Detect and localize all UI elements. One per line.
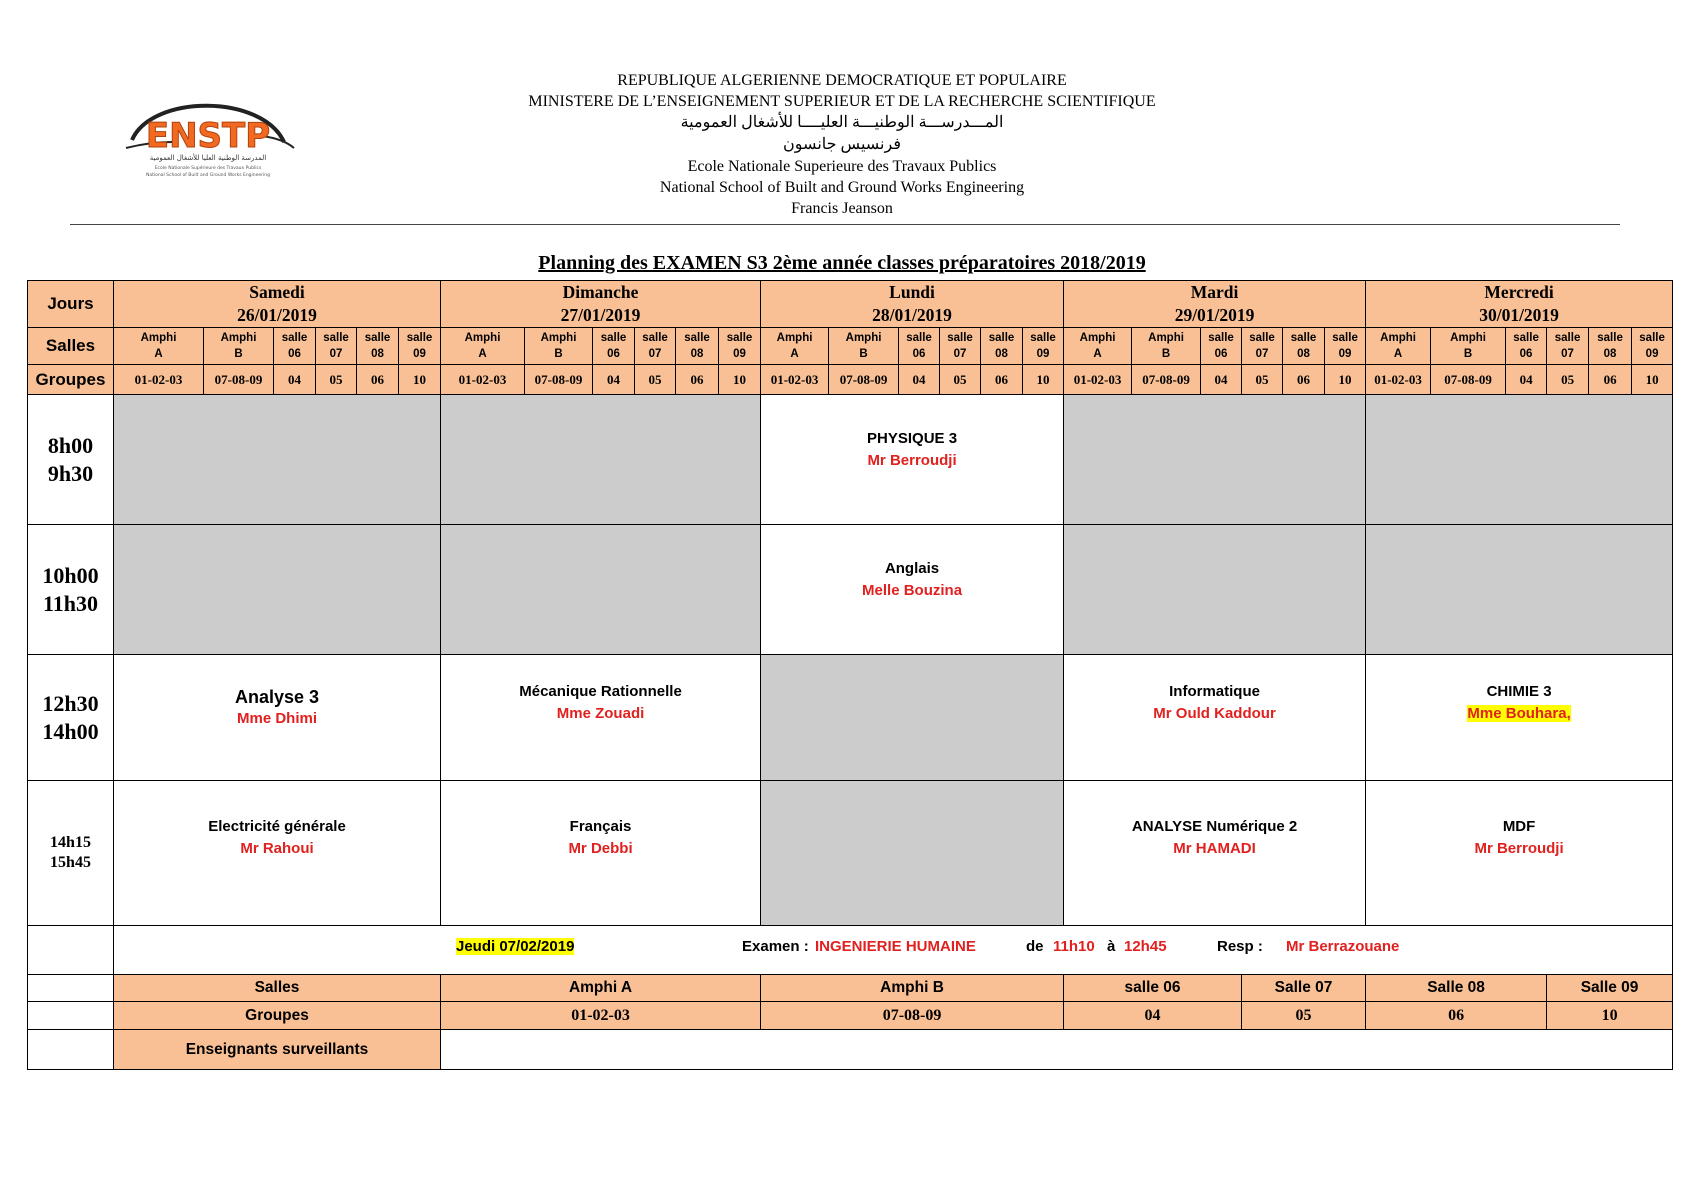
exam-subject: Analyse 3 bbox=[234, 686, 320, 707]
header-francis: Francis Jeanson bbox=[791, 200, 893, 217]
empty-cell bbox=[1064, 525, 1366, 655]
group-header: 04 bbox=[1506, 365, 1547, 395]
room-number: B bbox=[1463, 348, 1473, 360]
group-header: 07-08-09 bbox=[1132, 365, 1201, 395]
bottom-salles-label: Salles bbox=[114, 975, 441, 1002]
room-header bbox=[357, 328, 399, 365]
group-header: 04 bbox=[593, 365, 635, 395]
group-header: 01-02-03 bbox=[441, 365, 525, 395]
slot-time bbox=[28, 395, 114, 525]
empty-cell bbox=[761, 781, 1064, 926]
group-header: 01-02-03 bbox=[114, 365, 204, 395]
empty-cell bbox=[441, 395, 761, 525]
page-title: Planning des EXAMEN S3 2ème année classes préparatoires 2018/2019 bbox=[538, 252, 1146, 274]
day-lundi bbox=[761, 281, 1064, 328]
room-type: Amphi bbox=[1148, 332, 1184, 344]
room-header bbox=[204, 328, 274, 365]
room-type: salle bbox=[1554, 332, 1581, 344]
group-header: 07-08-09 bbox=[1431, 365, 1506, 395]
room-number: A bbox=[790, 348, 799, 360]
exam-cell bbox=[441, 781, 761, 926]
day-date: 26/01/2019 bbox=[237, 305, 317, 325]
extra-exam-end: 12h45 bbox=[1124, 938, 1167, 955]
bottom-room: Salle 07 bbox=[1242, 975, 1366, 1002]
exam-teacher: Mr Debbi bbox=[568, 840, 633, 857]
group-header: 07-08-09 bbox=[829, 365, 899, 395]
room-header bbox=[899, 328, 940, 365]
group-header: 10 bbox=[399, 365, 441, 395]
label-salles: Salles bbox=[28, 328, 114, 365]
room-type: Amphi bbox=[1450, 332, 1486, 344]
empty-cell bbox=[114, 525, 441, 655]
room-header bbox=[1023, 328, 1064, 365]
room-header bbox=[1242, 328, 1283, 365]
room-type: salle bbox=[1290, 332, 1317, 344]
empty-label-cell bbox=[28, 1002, 114, 1030]
bottom-room: Amphi B bbox=[761, 975, 1064, 1002]
room-number: 06 bbox=[1214, 348, 1228, 360]
room-type: salle bbox=[642, 332, 668, 344]
room-number: 07 bbox=[329, 348, 343, 360]
exam-teacher: Mr Ould Kaddour bbox=[1153, 704, 1276, 722]
group-header: 05 bbox=[1547, 365, 1589, 395]
room-number: B bbox=[234, 348, 243, 360]
room-type: Amphi bbox=[1079, 332, 1116, 344]
day-date: 29/01/2019 bbox=[1174, 305, 1255, 325]
exam-subject: CHIMIE 3 bbox=[1486, 682, 1552, 700]
group-header: 01-02-03 bbox=[761, 365, 829, 395]
room-header bbox=[761, 328, 829, 365]
logo-en-subtitle: National School of Built and Ground Works Engineering bbox=[145, 173, 271, 178]
exam-teacher: Mr Rahoui bbox=[240, 840, 314, 857]
room-header bbox=[829, 328, 899, 365]
group-header: 05 bbox=[940, 365, 981, 395]
bottom-group: 06 bbox=[1366, 1002, 1547, 1030]
room-type: Amphi bbox=[464, 332, 501, 344]
room-number: 06 bbox=[912, 348, 926, 360]
slot-start: 10h00 bbox=[42, 562, 99, 588]
room-number: 06 bbox=[288, 348, 301, 360]
group-header: 05 bbox=[316, 365, 357, 395]
room-number: 09 bbox=[1645, 348, 1659, 360]
room-header bbox=[635, 328, 676, 365]
exam-teacher: Mr Berroudji bbox=[1474, 840, 1564, 857]
room-number: 09 bbox=[1036, 348, 1050, 360]
room-number: B bbox=[1161, 348, 1171, 360]
slot-end: 15h45 bbox=[50, 854, 91, 871]
extra-exam-start: 11h10 bbox=[1053, 938, 1095, 955]
exam-cell bbox=[761, 525, 1064, 655]
day-mercredi bbox=[1366, 281, 1673, 328]
surveillants-cell bbox=[441, 1030, 1673, 1070]
room-number: A bbox=[1093, 348, 1102, 360]
room-header bbox=[1589, 328, 1632, 365]
room-number: 07 bbox=[648, 348, 662, 360]
extra-resp-label: Resp : bbox=[1217, 938, 1263, 955]
header-school-fr: Ecole Nationale Superieure des Travaux Publics bbox=[687, 158, 997, 175]
empty-label-cell bbox=[28, 926, 114, 975]
room-number: 07 bbox=[1255, 348, 1269, 360]
room-header bbox=[316, 328, 357, 365]
day-name: Samedi bbox=[249, 282, 305, 302]
room-header bbox=[940, 328, 981, 365]
room-number: 09 bbox=[1338, 348, 1352, 360]
group-header: 04 bbox=[899, 365, 940, 395]
room-number: 09 bbox=[733, 348, 746, 360]
empty-cell bbox=[761, 655, 1064, 781]
room-type: salle bbox=[726, 332, 753, 344]
room-header bbox=[1325, 328, 1366, 365]
room-type: salle bbox=[323, 332, 349, 344]
exam-teacher: Mme Dhimi bbox=[237, 709, 318, 727]
room-type: salle bbox=[1597, 332, 1623, 344]
bottom-group: 01-02-03 bbox=[441, 1002, 761, 1030]
room-number: A bbox=[154, 348, 163, 360]
logo-arabic-subtitle: المدرسة الوطنية العليا للأشغال العمومية bbox=[149, 154, 267, 162]
room-header bbox=[1506, 328, 1547, 365]
day-samedi bbox=[114, 281, 441, 328]
empty-cell bbox=[441, 525, 761, 655]
room-type: salle bbox=[1249, 332, 1275, 344]
bottom-room: salle 06 bbox=[1064, 975, 1242, 1002]
room-type: salle bbox=[684, 332, 710, 344]
room-type: Amphi bbox=[140, 332, 177, 344]
exam-cell bbox=[761, 395, 1064, 525]
slot-time bbox=[28, 525, 114, 655]
room-header bbox=[676, 328, 719, 365]
group-header: 10 bbox=[1023, 365, 1064, 395]
group-header: 05 bbox=[635, 365, 676, 395]
group-header: 06 bbox=[981, 365, 1023, 395]
room-header bbox=[1366, 328, 1431, 365]
room-header bbox=[1431, 328, 1506, 365]
empty-cell bbox=[114, 395, 441, 525]
day-name: Dimanche bbox=[562, 282, 639, 302]
label-jours: Jours bbox=[28, 281, 114, 328]
room-type: salle bbox=[364, 332, 391, 344]
enstp-logo bbox=[112, 92, 302, 184]
room-header bbox=[593, 328, 635, 365]
day-dimanche bbox=[441, 281, 761, 328]
room-number: A bbox=[1393, 348, 1403, 360]
bottom-room: Amphi A bbox=[441, 975, 761, 1002]
extra-exam-date: Jeudi 07/02/2019 bbox=[456, 938, 575, 955]
room-type: Amphi bbox=[1380, 332, 1416, 344]
exam-cell bbox=[1366, 655, 1673, 781]
room-type: salle bbox=[406, 332, 433, 344]
day-name: Lundi bbox=[889, 282, 935, 302]
room-header bbox=[1132, 328, 1201, 365]
header-school-en: National School of Built and Ground Works Engineering bbox=[659, 179, 1025, 196]
bottom-group: 04 bbox=[1064, 1002, 1242, 1030]
bottom-room: Salle 09 bbox=[1547, 975, 1673, 1002]
group-header: 10 bbox=[1325, 365, 1366, 395]
exam-cell bbox=[1064, 781, 1366, 926]
group-header: 06 bbox=[1283, 365, 1325, 395]
room-number: 06 bbox=[1519, 348, 1533, 360]
room-number: 08 bbox=[995, 348, 1008, 360]
exam-subject: MDF bbox=[1502, 818, 1536, 835]
group-header: 04 bbox=[274, 365, 316, 395]
room-number: B bbox=[859, 348, 868, 360]
exam-subject: Anglais bbox=[884, 559, 940, 577]
slot-time bbox=[28, 781, 114, 926]
room-header bbox=[525, 328, 593, 365]
empty-cell bbox=[1366, 395, 1673, 525]
exam-subject: Electricité générale bbox=[208, 818, 346, 835]
logo-fr-subtitle: Ecole Nationale Supérieure des Travaux Publics bbox=[154, 166, 262, 171]
empty-label-cell bbox=[28, 1030, 114, 1070]
room-header bbox=[1632, 328, 1673, 365]
bottom-surveillants-label: Enseignants surveillants bbox=[114, 1030, 441, 1070]
room-header bbox=[114, 328, 204, 365]
exam-cell bbox=[1064, 655, 1366, 781]
group-header: 04 bbox=[1201, 365, 1242, 395]
exam-cell bbox=[1366, 781, 1673, 926]
label-groupes: Groupes bbox=[28, 365, 114, 395]
room-type: salle bbox=[281, 332, 308, 344]
room-number: 08 bbox=[371, 348, 384, 360]
room-type: salle bbox=[988, 332, 1015, 344]
empty-label-cell bbox=[28, 975, 114, 1002]
room-header bbox=[719, 328, 761, 365]
exam-teacher: Mme Zouadi bbox=[556, 704, 645, 722]
day-name: Mercredi bbox=[1484, 282, 1554, 302]
group-header: 05 bbox=[1242, 365, 1283, 395]
group-header: 07-08-09 bbox=[525, 365, 593, 395]
room-header bbox=[274, 328, 316, 365]
slot-end: 14h00 bbox=[42, 718, 99, 744]
room-type: Amphi bbox=[540, 332, 577, 344]
room-type: salle bbox=[600, 332, 627, 344]
logo-wordmark: ENSTP bbox=[145, 116, 271, 156]
room-header bbox=[981, 328, 1023, 365]
room-number: 08 bbox=[690, 348, 704, 360]
room-number: 06 bbox=[607, 348, 620, 360]
room-number: B bbox=[554, 348, 563, 360]
room-type: salle bbox=[1513, 332, 1539, 344]
room-header bbox=[1547, 328, 1589, 365]
room-type: salle bbox=[1030, 332, 1056, 344]
room-type: salle bbox=[906, 332, 932, 344]
room-type: Amphi bbox=[776, 332, 813, 344]
header-school-arabic: المـــدرســـة الوطنيـــة العليــــا للأشغال العمومية bbox=[680, 114, 1004, 131]
bottom-group: 07-08-09 bbox=[761, 1002, 1064, 1030]
exam-schedule-table bbox=[27, 280, 1673, 1070]
room-type: salle bbox=[1332, 332, 1358, 344]
exam-subject: Mécanique Rationnelle bbox=[519, 682, 682, 700]
empty-cell bbox=[1366, 525, 1673, 655]
exam-subject: Français bbox=[569, 818, 632, 835]
room-number: 07 bbox=[953, 348, 967, 360]
group-header: 07-08-09 bbox=[204, 365, 274, 395]
exam-subject: ANALYSE Numérique 2 bbox=[1131, 818, 1298, 835]
exam-cell bbox=[114, 781, 441, 926]
exam-subject: PHYSIQUE 3 bbox=[867, 429, 958, 447]
room-header bbox=[1201, 328, 1242, 365]
exam-subject: Informatique bbox=[1169, 682, 1260, 700]
exam-cell bbox=[114, 655, 441, 781]
bottom-groupes-label: Groupes bbox=[114, 1002, 441, 1030]
room-header bbox=[399, 328, 441, 365]
day-date: 27/01/2019 bbox=[560, 305, 641, 325]
room-number: 08 bbox=[1603, 348, 1617, 360]
group-header: 10 bbox=[719, 365, 761, 395]
header-francis-arabic: فرنسيس جانسون bbox=[783, 136, 901, 153]
room-number: A bbox=[478, 348, 487, 360]
exam-teacher: Mme Bouhara, bbox=[1467, 704, 1571, 722]
exam-teacher: Mr HAMADI bbox=[1173, 840, 1256, 857]
extra-exam-de: de bbox=[1026, 938, 1044, 955]
slot-end: 11h30 bbox=[42, 590, 99, 616]
bottom-group: 05 bbox=[1242, 1002, 1366, 1030]
group-header: 10 bbox=[1632, 365, 1673, 395]
group-header: 06 bbox=[357, 365, 399, 395]
extra-exam-label: Examen : bbox=[742, 938, 809, 955]
group-header: 06 bbox=[1589, 365, 1632, 395]
extra-exam-row bbox=[114, 926, 1673, 975]
exam-cell bbox=[441, 655, 761, 781]
room-header bbox=[441, 328, 525, 365]
group-header: 06 bbox=[676, 365, 719, 395]
room-type: salle bbox=[1639, 332, 1665, 344]
header-republic: REPUBLIQUE ALGERIENNE DEMOCRATIQUE ET POPULAIRE bbox=[617, 72, 1067, 89]
header-ministry: MINISTERE DE L’ENSEIGNEMENT SUPERIEUR ET DE LA RECHERCHE SCIENTIFIQUE bbox=[528, 93, 1156, 110]
bottom-group: 10 bbox=[1547, 1002, 1673, 1030]
day-name: Mardi bbox=[1190, 282, 1239, 302]
day-date: 30/01/2019 bbox=[1479, 305, 1559, 325]
room-header bbox=[1064, 328, 1132, 365]
group-header: 01-02-03 bbox=[1064, 365, 1132, 395]
bottom-room: Salle 08 bbox=[1366, 975, 1547, 1002]
slot-start: 14h15 bbox=[50, 834, 91, 851]
day-date: 28/01/2019 bbox=[872, 305, 952, 325]
slot-start: 12h30 bbox=[42, 690, 99, 716]
room-number: 09 bbox=[413, 348, 426, 360]
day-mardi bbox=[1064, 281, 1366, 328]
header-divider bbox=[70, 224, 1620, 225]
room-number: 07 bbox=[1561, 348, 1574, 360]
group-header: 01-02-03 bbox=[1366, 365, 1431, 395]
extra-resp-name: Mr Berrazouane bbox=[1286, 938, 1400, 955]
slot-start: 8h00 bbox=[47, 432, 94, 458]
room-type: salle bbox=[947, 332, 973, 344]
room-type: Amphi bbox=[220, 332, 257, 344]
exam-teacher: Mr Berroudji bbox=[867, 451, 957, 469]
room-number: 08 bbox=[1297, 348, 1310, 360]
room-header bbox=[1283, 328, 1325, 365]
room-type: Amphi bbox=[845, 332, 882, 344]
exam-teacher: Melle Bouzina bbox=[862, 581, 963, 599]
slot-time bbox=[28, 655, 114, 781]
room-type: salle bbox=[1208, 332, 1234, 344]
extra-exam-name: INGENIERIE HUMAINE bbox=[815, 938, 976, 955]
extra-exam-a: à bbox=[1107, 938, 1116, 955]
empty-cell bbox=[1064, 395, 1366, 525]
slot-end: 9h30 bbox=[47, 460, 94, 486]
